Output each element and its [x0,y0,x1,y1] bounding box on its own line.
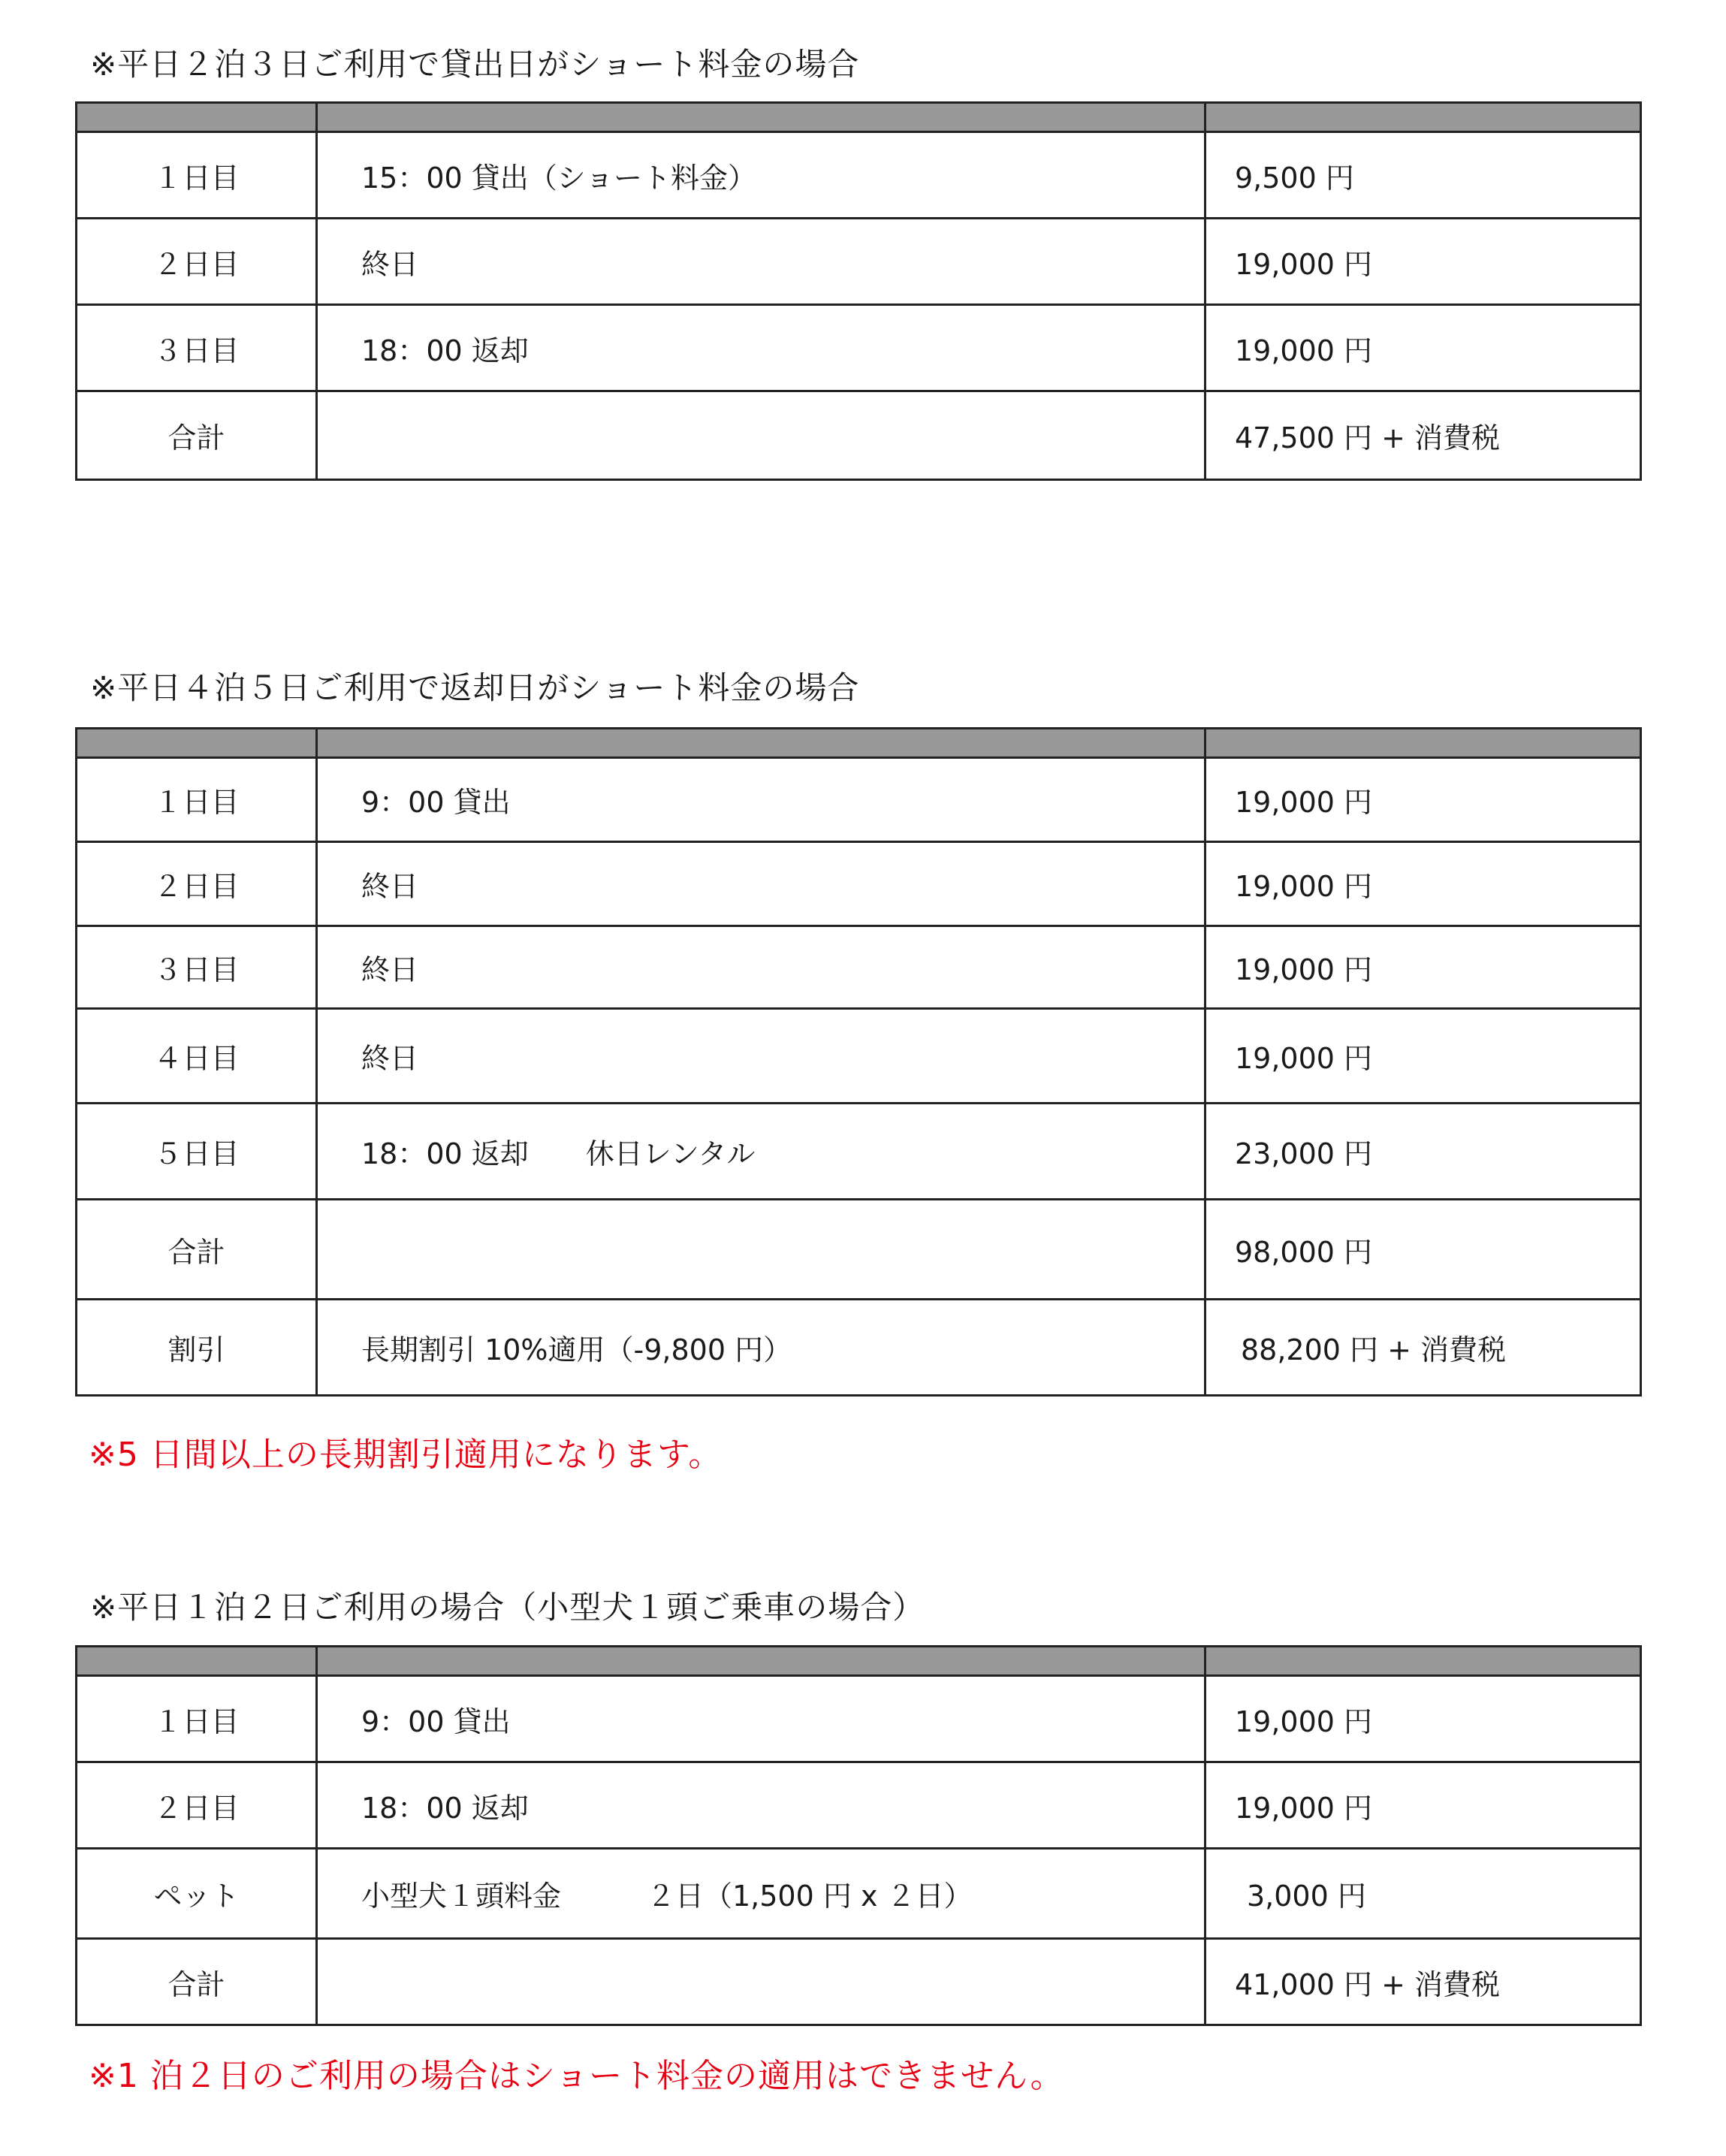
header-cell [1205,1647,1641,1676]
day-cell: ４日目 [77,1009,317,1104]
desc-cell [317,391,1205,480]
desc-cell: 終日 [317,842,1205,926]
price-cell: 9,500 円 [1205,132,1641,219]
desc-cell: 終日 [317,1009,1205,1104]
day-cell: 割引 [77,1300,317,1396]
table-header-row [77,1647,1641,1676]
day-cell: １日目 [77,132,317,219]
header-cell [1205,103,1641,132]
price-cell: 19,000 円 [1205,758,1641,842]
day-cell: ５日目 [77,1104,317,1200]
table-row [77,1009,1641,1104]
day-cell: １日目 [77,1676,317,1762]
table-header-row [77,103,1641,132]
table-row [77,1104,1641,1200]
desc-cell [317,1200,1205,1300]
price-table-2 [75,727,1642,1397]
short-fee-note: ※1 泊２日のご利用の場合はショート料金の適用はできません。 [89,2057,1064,2095]
section-3-title: ※平日１泊２日ご利用の場合（小型犬１頭ご乗車の場合） [90,1589,925,1626]
header-cell [317,729,1205,758]
price-cell: 19,000 円 [1205,1676,1641,1762]
day-cell: １日目 [77,758,317,842]
desc-cell: 終日 [317,219,1205,305]
price-table-3 [75,1645,1642,2026]
price-cell: 19,000 円 [1205,219,1641,305]
price-cell: 19,000 円 [1205,926,1641,1009]
header-cell [77,1647,317,1676]
price-cell: 19,000 円 [1205,1009,1641,1104]
header-cell [77,103,317,132]
table-row [77,758,1641,842]
day-cell: ２日目 [77,219,317,305]
day-cell: ペット [77,1849,317,1939]
table-header-row [77,729,1641,758]
price-table-1 [75,101,1642,481]
day-cell: 合計 [77,1200,317,1300]
day-cell: ３日目 [77,305,317,391]
day-cell: 合計 [77,1939,317,2025]
table-row [77,1676,1641,1762]
desc-cell: 終日 [317,926,1205,1009]
header-cell [1205,729,1641,758]
header-cell [317,1647,1205,1676]
desc-cell [317,1939,1205,2025]
table-row [77,305,1641,391]
price-cell: 23,000 円 [1205,1104,1641,1200]
table-row-total [77,1939,1641,2025]
table-row [77,842,1641,926]
day-cell: ２日目 [77,1762,317,1849]
price-cell: 19,000 円 [1205,842,1641,926]
header-cell [317,103,1205,132]
desc-cell: 長期割引 10%適用（-9,800 円） [317,1300,1205,1396]
table-row-total [77,1200,1641,1300]
day-cell: ３日目 [77,926,317,1009]
table-row [77,219,1641,305]
day-cell: 合計 [77,391,317,480]
section-1-title: ※平日２泊３日ご利用で貸出日がショート料金の場合 [90,46,860,83]
price-cell: 3,000 円 [1205,1849,1641,1939]
price-cell: 41,000 円 + 消費税 [1205,1939,1641,2025]
desc-cell: 9：00 貸出 [317,1676,1205,1762]
table-row [77,132,1641,219]
desc-cell: 15：00 貸出（ショート料金） [317,132,1205,219]
desc-cell: 9：00 貸出 [317,758,1205,842]
price-cell: 47,500 円 + 消費税 [1205,391,1641,480]
price-cell: 88,200 円 + 消費税 [1205,1300,1641,1396]
desc-cell: 小型犬１頭料金 ２日（1,500 円 x ２日） [317,1849,1205,1939]
price-cell: 98,000 円 [1205,1200,1641,1300]
price-cell: 19,000 円 [1205,1762,1641,1849]
table-row-discount [77,1300,1641,1396]
section-2-title: ※平日４泊５日ご利用で返却日がショート料金の場合 [90,669,860,706]
table-row [77,1762,1641,1849]
table-row-total [77,391,1641,480]
table-row-pet [77,1849,1641,1939]
desc-cell: 18：00 返却 [317,305,1205,391]
table-row [77,926,1641,1009]
header-cell [77,729,317,758]
desc-cell: 18：00 返却 休日レンタル [317,1104,1205,1200]
long-term-discount-note: ※5 日間以上の長期割引適用になります。 [89,1436,723,1474]
day-cell: ２日目 [77,842,317,926]
desc-cell: 18：00 返却 [317,1762,1205,1849]
price-cell: 19,000 円 [1205,305,1641,391]
